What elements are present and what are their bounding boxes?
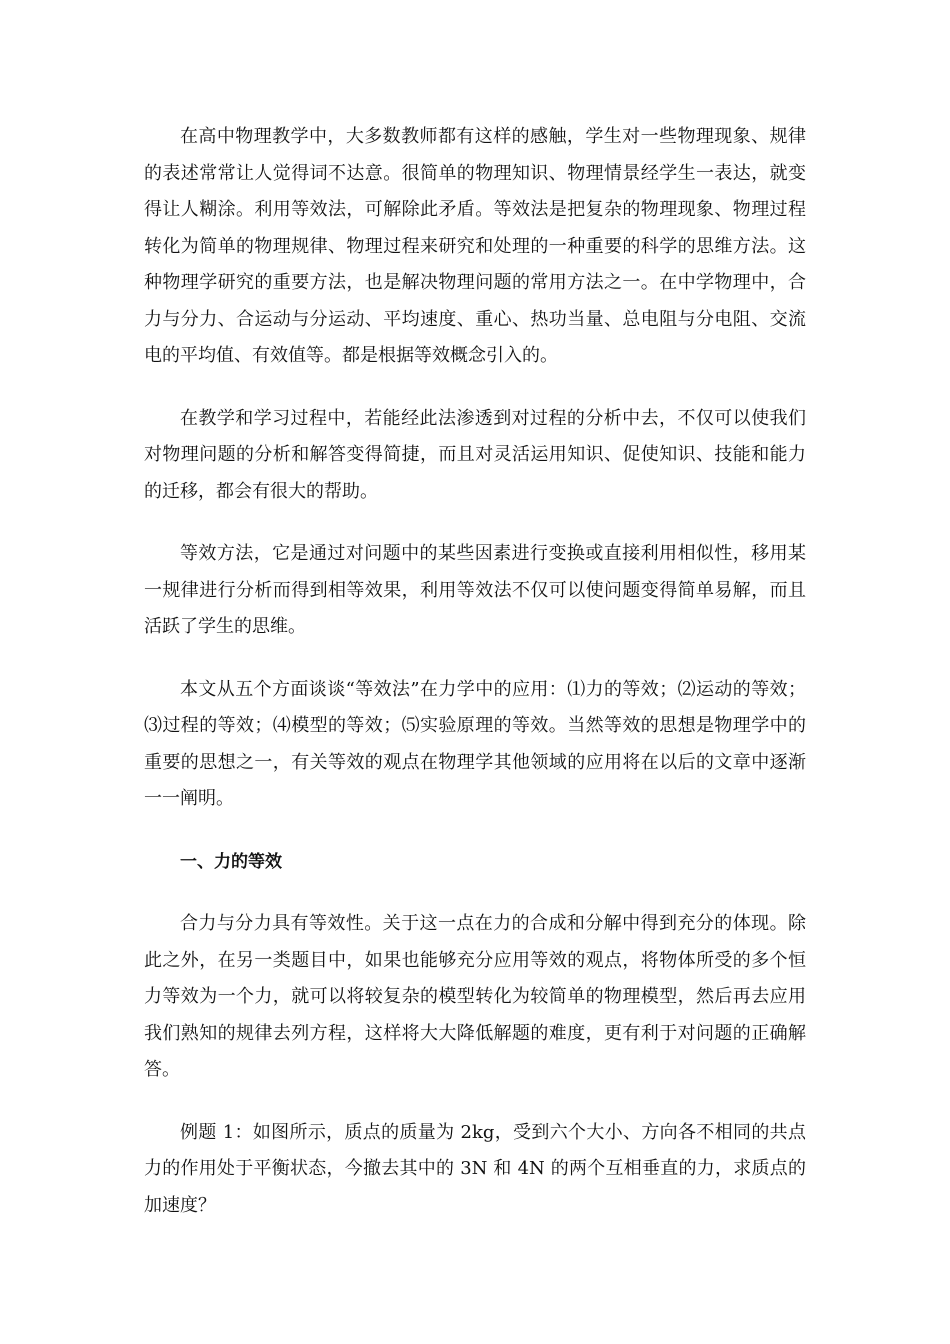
force-paragraph: 合力与分力具有等效性。关于这一点在力的合成和分解中得到充分的体现。除此之外，在另一类题目中，如果也能够充分应用等效的观点，将物体所受的多个恒力等效为一个力，就可以将较复杂的模型转化为较简单的物理模型，然后再去应用我们熟知的规律去列方程，这样将大大降低解题的难度，更有利于对问题的正确解答。 bbox=[144, 913, 806, 1080]
section-heading-force-equivalence: 一、力的等效 bbox=[180, 851, 282, 872]
example-1-paragraph: 例题 1：如图所示，质点的质量为 2kg，受到六个大小、方向各不相同的共点力的作用处于平衡状态，今撤去其中的 3N 和 4N 的两个互相垂直的力，求质点的加速度？ bbox=[144, 1121, 806, 1216]
outline-paragraph: 本文从五个方面谈谈“等效法”在力学中的应用：⑴力的等效；⑵运动的等效；⑶过程的等效；⑷模型的等效；⑸实验原理的等效。当然等效的思想是物理学中的重要的思想之一，有关等效的观点在物理学其他领域的应用将在以后的文章中逐渐一一阐明。 bbox=[144, 678, 806, 809]
method-paragraph: 等效方法，它是通过对问题中的某些因素进行变换或直接利用相似性，移用某一规律进行分析而得到相等效果，利用等效法不仅可以使问题变得简单易解，而且活跃了学生的思维。 bbox=[144, 543, 806, 637]
document-page bbox=[144, 119, 806, 1250]
teaching-paragraph: 在教学和学习过程中，若能经此法渗透到对过程的分析中去，不仅可以使我们对物理问题的分析和解答变得简捷，而且对灵活运用知识、促使知识、技能和能力的迁移，都会有很大的帮助。 bbox=[144, 407, 806, 502]
intro-paragraph: 在高中物理教学中，大多数教师都有这样的感触，学生对一些物理现象、规律的表述常常让人觉得词不达意。很简单的物理知识、物理情景经学生一表达，就变得让人糊涂。利用等效法，可解除此矛盾。等效法是把复杂的物理现象、物理过程转化为简单的物理规律、物理过程来研究和处理的一种重要的科学的思维方法。这种物理学研究的重要方法，也是解决物理问题的常用方法之一。在中学物理中，合力与分力、合运动与分运动、平均速度、重心、热功当量、总电阻与分电阻、交流电的平均值、有效值等。都是根据等效概念引入的。 bbox=[144, 126, 806, 366]
